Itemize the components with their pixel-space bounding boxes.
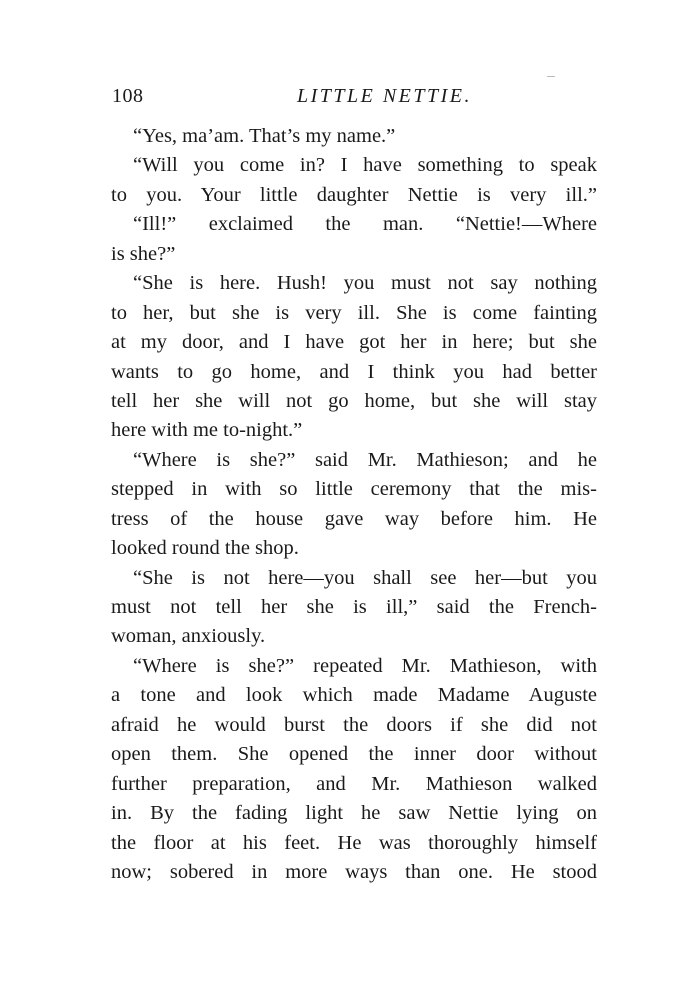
text-line: open them. She opened the inner door without: [111, 743, 597, 766]
text-line: “Will you come in? I have something to speak: [133, 154, 597, 177]
text-line: stepped in with so little ceremony that the mis-: [111, 478, 597, 501]
text-line: to you. Your little daughter Nettie is very ill.”: [111, 183, 597, 206]
text-line: in. By the fading light he saw Nettie lying on: [111, 802, 597, 825]
text-line: “She is here. Hush! you must not say nothing: [133, 272, 597, 295]
text-line: “Where is she?” said Mr. Mathieson; and he: [133, 448, 597, 471]
text-line: woman, anxiously.: [111, 625, 266, 648]
scan-mark: [547, 76, 555, 77]
text-line: “She is not here—you shall see her—but you: [133, 566, 597, 589]
text-line: looked round the shop.: [111, 537, 299, 560]
page-header: [112, 85, 597, 115]
text-line: now; sobered in more ways than one. He stood: [111, 860, 597, 883]
text-line: afraid he would burst the doors if she did not: [111, 713, 597, 736]
text-line: is she?”: [111, 242, 176, 265]
text-line: wants to go home, and I think you had better: [111, 360, 597, 383]
text-line: the floor at his feet. He was thoroughly himself: [111, 831, 597, 854]
text-line: here with me to-night.”: [111, 419, 303, 442]
text-line: “Ill!” exclaimed the man. “Nettie!—Where: [133, 213, 597, 236]
running-title: LITTLE NETTIE.: [296, 85, 473, 107]
text-line: tress of the house gave way before him. He: [111, 507, 597, 530]
text-line: a tone and look which made Madame Auguste: [111, 684, 597, 707]
text-line: further preparation, and Mr. Mathieson walked: [111, 772, 597, 795]
text-line: “Where is she?” repeated Mr. Mathieson, with: [133, 654, 597, 677]
text-line: tell her she will not go home, but she will stay: [111, 389, 597, 412]
body-text: [111, 122, 597, 887]
text-line: “Yes, ma’am. That’s my name.”: [133, 125, 396, 147]
text-line: must not tell her she is ill,” said the French-: [111, 596, 597, 618]
text-line: to her, but she is very ill. She is come fainting: [111, 301, 597, 324]
page-number: 108: [112, 85, 144, 107]
text-line: at my door, and I have got her in here; but she: [111, 331, 597, 354]
